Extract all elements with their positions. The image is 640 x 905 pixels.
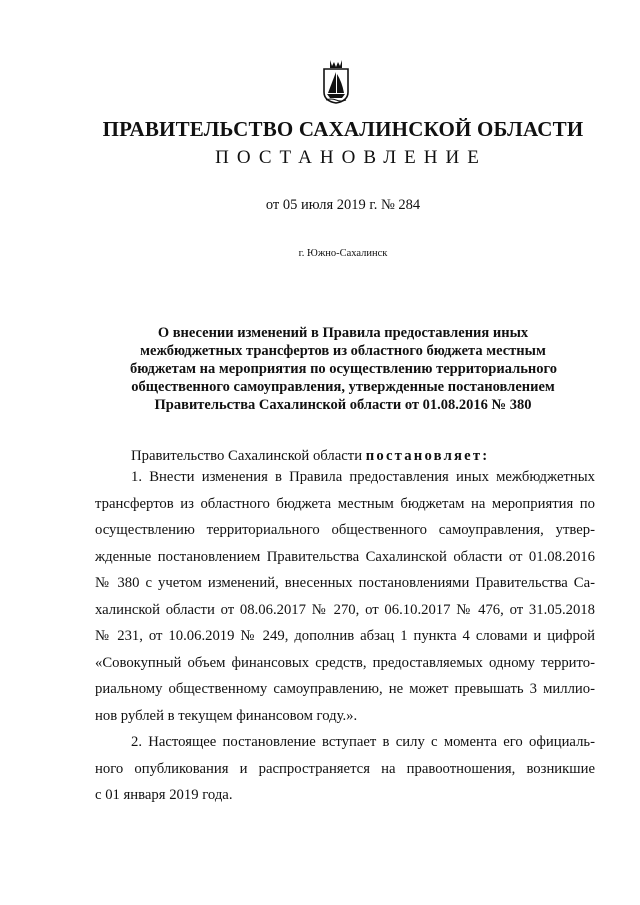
document-type: ПОСТАНОВЛЕНИЕ [215,147,487,168]
paragraph-line: халинской области от 08.06.2017 № 270, от 06.10.2017 № 476, от 31.05.2018 [95,601,595,618]
paragraph-line: ного опубликования и распространяется на правоотношения, возникшие [95,760,595,777]
document-title [130,324,556,414]
paragraph-line: трансфертов из областного бюджета местным бюджетам на мероприятия по [95,495,595,512]
title-line: О внесении изменений в Правила предоставления иных [157,325,529,341]
title-line: бюджетам на мероприятия по осуществлению территориального [130,361,557,377]
title-line: Правительства Сахалинской области от 01.08.2016 № 380 [154,397,532,413]
paragraph-line: 1. Внести изменения в Правила предоставления иных межбюджетных [131,469,595,485]
intro-keyword: постановляет: [365,448,490,464]
paragraph-line: № 231, от 10.06.2019 № 249, дополнив абзац 1 пункта 4 словами и цифрой [95,628,595,644]
paragraph-line: с 01 января 2019 года. [95,787,233,803]
paragraph-line: № 380 с учетом изменений, внесенных постановлениями Правительства Са- [95,575,595,591]
paragraph-line: жденные постановлением Правительства Сахалинской области от 01.08.2016 [95,548,595,565]
sakhalin-coat-of-arms-icon [321,58,351,104]
paragraph-line: «Совокупный объем финансовых средств, предоставляемых одному террито- [95,654,595,671]
paragraph-2 [95,729,595,809]
title-line: общественного самоуправления, утвержденные постановлением [131,379,555,395]
document-date-number: от 05 июля 2019 г. № 284 [265,197,421,213]
paragraph-line: нов рублей в текущем финансовом году.». [95,707,358,724]
paragraph-line: осуществлению территориального общественного самоуправления, утвер- [95,522,595,538]
government-name: ПРАВИТЕЛЬСТВО САХАЛИНСКОЙ ОБЛАСТИ [102,117,584,141]
title-line: межбюджетных трансфертов из областного бюджета местным [140,343,546,359]
paragraph-line: 2. Настоящее постановление вступает в силу с момента его официаль- [131,734,595,750]
document-city: г. Южно-Сахалинск [298,248,388,259]
paragraph-1 [95,464,595,729]
intro-prefix: Правительство Сахалинской области [131,448,363,464]
paragraph-line: риальному общественному самоуправлению, не может превышать 3 миллио- [95,681,595,697]
